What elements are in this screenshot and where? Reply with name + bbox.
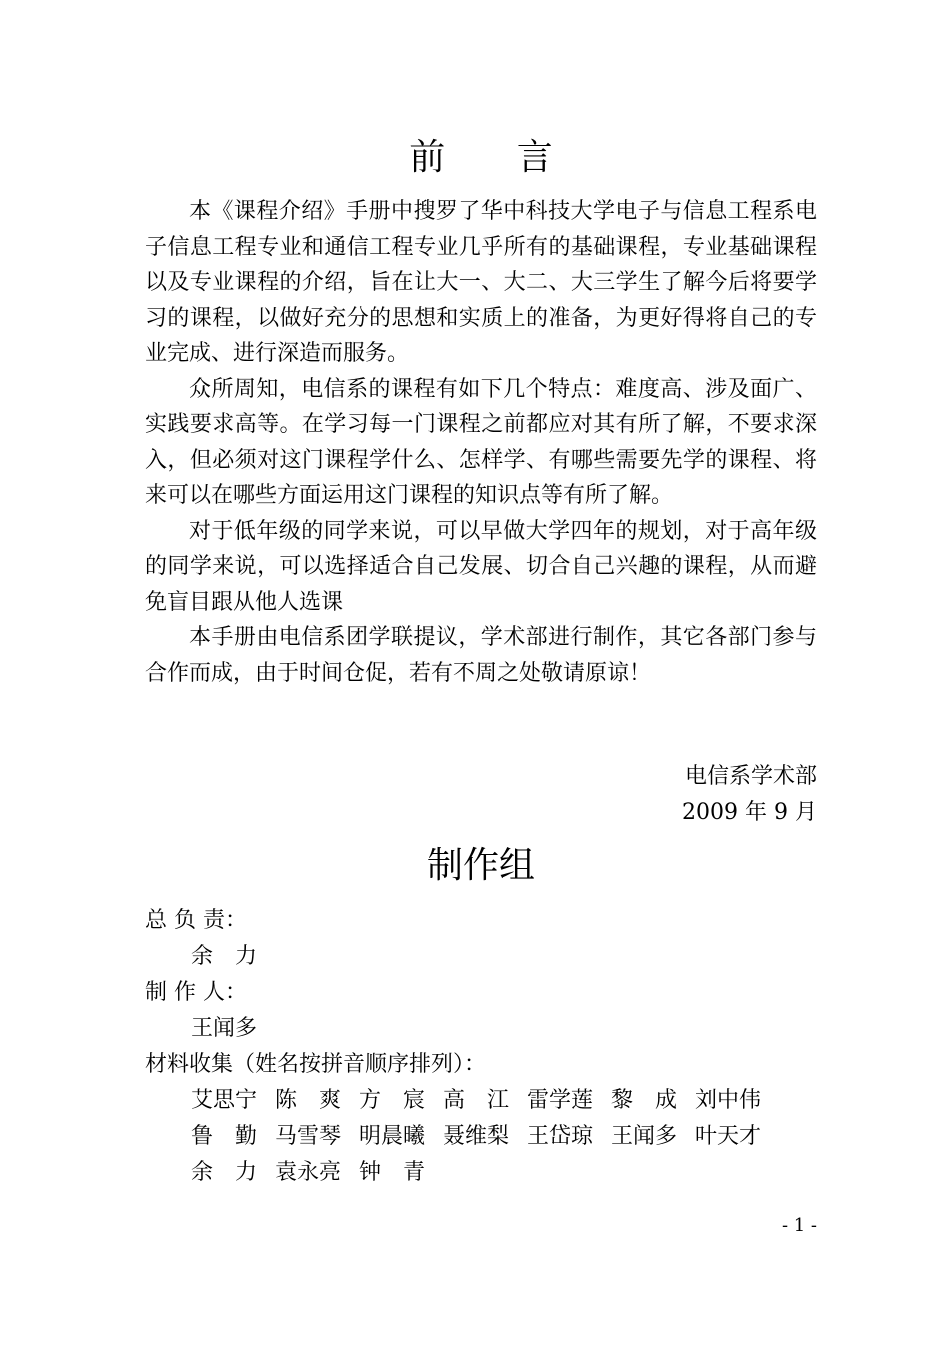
collector-name: 王闻多 [611, 1124, 678, 1149]
collector-name: 方 宸 [359, 1088, 426, 1113]
collector-name: 艾思宁 [191, 1088, 258, 1113]
leader-label: 总 负 责： [145, 908, 247, 933]
preface-paragraph: 对于低年级的同学来说，可以早做大学四年的规划，对于高年级的同学来说，可以选择适合自己发展、切合自己兴趣的课程，从而避免盲目跟从他人选课 [145, 518, 817, 615]
preface-title: 前 言 [409, 137, 583, 178]
team-title: 制作组 [426, 845, 535, 886]
collector-name: 陈 爽 [275, 1088, 342, 1113]
collectors-row [145, 1155, 817, 1191]
signature-date: 2009 年 9 月 [682, 800, 817, 825]
maker-label: 制 作 人： [145, 980, 247, 1005]
collector-name: 鲁 勤 [191, 1124, 258, 1149]
collector-name: 钟 青 [359, 1160, 426, 1185]
preface-paragraph: 本《课程介绍》手册中搜罗了华中科技大学电子与信息工程系电子信息工程专业和通信工程专业几乎所有的基础课程，专业基础课程以及专业课程的介绍，旨在让大一、大二、大三学生了解今后将要学习的课程，以做好充分的思想和实质上的准备，为更好得将自己的专业完成、进行深造而服务。 [145, 199, 817, 366]
collector-name: 黎 成 [611, 1088, 678, 1113]
collector-name: 高 江 [443, 1088, 510, 1113]
collector-name: 王岱琼 [527, 1124, 594, 1149]
preface-paragraph: 众所周知，电信系的课程有如下几个特点：难度高、涉及面广、实践要求高等。在学习每一门课程之前都应对其有所了解，不要求深入，但必须对这门课程学什么、怎样学、有哪些需要先学的课程、将来可以在哪些方面运用这门课程的知识点等有所了解。 [145, 376, 817, 508]
preface-paragraph: 本手册由电信系团学联提议，学术部进行制作，其它各部门参与合作而成，由于时间仓促，若有不周之处敬请原谅！ [145, 625, 817, 686]
collector-name: 聂维梨 [443, 1124, 510, 1149]
team-list [145, 903, 817, 1191]
collector-name: 马雪琴 [275, 1124, 342, 1149]
page-number: - 1 - [781, 1215, 817, 1236]
collector-name: 袁永亮 [275, 1160, 342, 1185]
maker-name: 王闻多 [191, 1016, 258, 1041]
leader-name: 余 力 [191, 944, 258, 969]
preface-body [145, 194, 817, 691]
collector-name: 叶天才 [695, 1124, 762, 1149]
collectors-row [145, 1119, 817, 1155]
signature-department: 电信系学术部 [684, 764, 817, 789]
collector-name: 明晨曦 [359, 1124, 426, 1149]
collectors-row [145, 1083, 817, 1119]
collect-label: 材料收集（姓名按拼音顺序排列）： [145, 1052, 487, 1077]
collector-name: 余 力 [191, 1160, 258, 1185]
collector-name: 雷学莲 [527, 1088, 594, 1113]
collector-name: 刘中伟 [695, 1088, 762, 1113]
